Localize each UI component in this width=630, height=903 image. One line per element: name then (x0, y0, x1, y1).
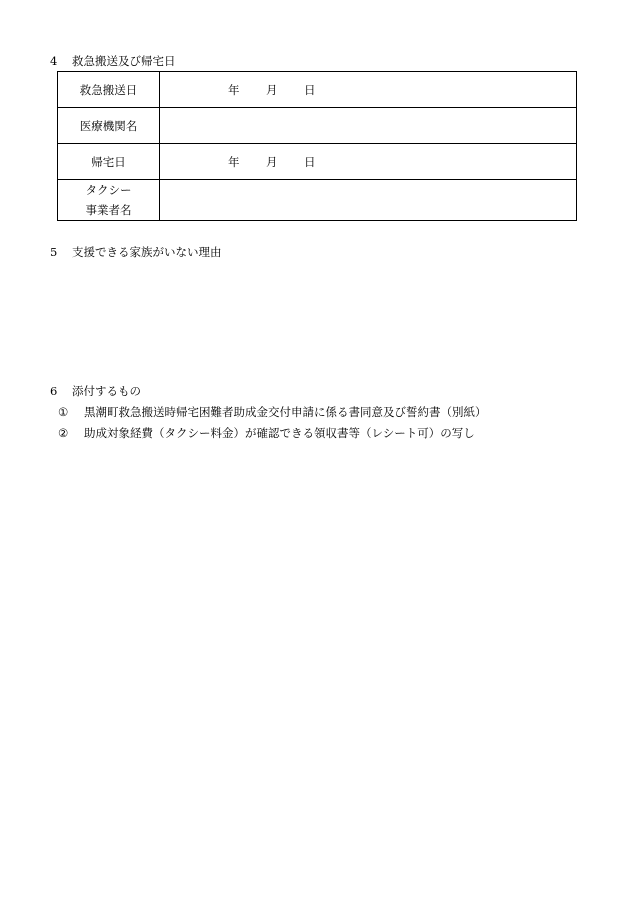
attachment-item-2 (58, 426, 475, 440)
item-mark: ② (58, 426, 69, 440)
section-6-number: 6 (50, 384, 58, 398)
item-text: 黒潮町救急搬送時帰宅困難者助成金交付申請に係る書同意及び誓約書（別紙） (84, 405, 487, 419)
table-row-transport-date (58, 72, 577, 108)
field-hospital-name[interactable] (160, 108, 577, 144)
year-label: 年 (228, 154, 240, 169)
label-return-date: 帰宅日 (58, 144, 160, 180)
attachment-item-1 (58, 405, 487, 419)
table-row-taxi (58, 180, 577, 221)
item-mark: ① (58, 405, 69, 419)
day-label: 日 (304, 82, 316, 97)
section-4-heading (50, 54, 176, 68)
section-5-number: 5 (50, 245, 58, 259)
label-taxi-operator (58, 180, 160, 221)
section-5-title: 支援できる家族がいない理由 (72, 245, 222, 259)
day-label: 日 (304, 154, 316, 169)
section-4-title: 救急搬送及び帰宅日 (72, 54, 176, 68)
section-6-title: 添付するもの (72, 384, 141, 398)
date-line (160, 80, 576, 100)
label-transport-date: 救急搬送日 (58, 72, 160, 108)
item-text: 助成対象経費（タクシー料金）が確認できる領収書等（レシート可）の写し (84, 426, 475, 440)
table-row-return-date (58, 144, 577, 180)
field-return-date[interactable] (160, 144, 577, 180)
month-label: 月 (266, 154, 278, 169)
section-5-heading (50, 245, 222, 259)
month-label: 月 (266, 82, 278, 97)
section-4-number: 4 (50, 54, 58, 68)
transport-info-table (57, 71, 577, 221)
label-hospital-name: 医療機関名 (58, 108, 160, 144)
date-line (160, 152, 576, 172)
section-6-heading (50, 384, 141, 398)
field-taxi-operator[interactable] (160, 180, 577, 221)
year-label: 年 (228, 82, 240, 97)
table-row-hospital (58, 108, 577, 144)
label-taxi-line2: 事業者名 (85, 203, 132, 217)
field-transport-date[interactable] (160, 72, 577, 108)
label-taxi-line1: タクシー (85, 183, 132, 197)
